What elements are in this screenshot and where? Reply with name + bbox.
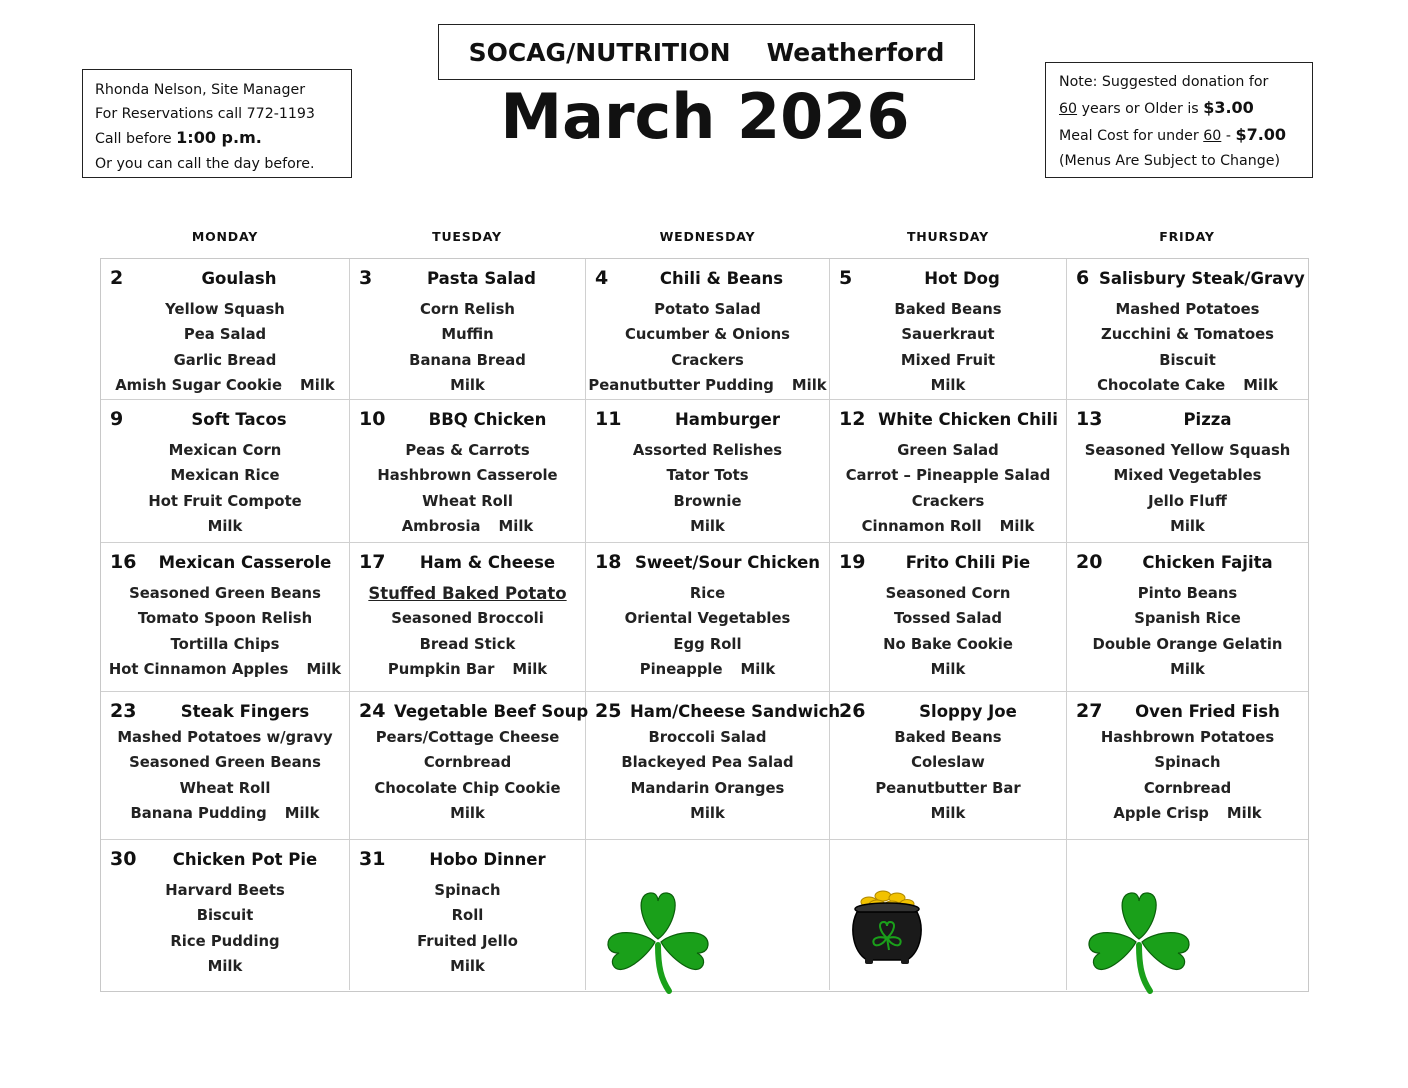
menu-item: Biscuit bbox=[196, 907, 254, 925]
menu-item: Tossed Salad bbox=[894, 610, 1002, 628]
menu-item: Seasoned Green Beans bbox=[129, 754, 321, 772]
milk-item: Milk bbox=[1243, 376, 1278, 394]
menu-item: No Bake Cookie bbox=[883, 635, 1013, 653]
menu-item: Seasoned Broccoli bbox=[391, 610, 544, 628]
menu-item: Ambrosia bbox=[401, 517, 481, 535]
menu-item-last-line bbox=[1067, 657, 1308, 682]
entree-name: Sweet/Sour Chicken bbox=[634, 553, 821, 572]
menu-items bbox=[1067, 725, 1308, 826]
menu-items bbox=[1067, 581, 1308, 682]
day-cell bbox=[101, 400, 350, 543]
note-age: 60 bbox=[1059, 101, 1078, 117]
milk-item: Milk bbox=[1170, 517, 1205, 535]
note-text: years or Older is bbox=[1077, 101, 1204, 117]
shamrock-icon bbox=[603, 887, 713, 997]
menu-items bbox=[586, 438, 829, 539]
day-cell bbox=[1067, 259, 1308, 400]
menu-item: Cinnamon Roll bbox=[861, 517, 982, 535]
menu-item: Green Salad bbox=[897, 442, 999, 459]
menu-item: Mashed Potatoes bbox=[1115, 301, 1260, 318]
day-number: 4 bbox=[595, 267, 609, 289]
milk-item: Milk bbox=[450, 804, 485, 822]
entree-name: Salisbury Steak/Gravy bbox=[1099, 269, 1305, 288]
day-number: 13 bbox=[1076, 408, 1103, 430]
menu-item: Amish Sugar Cookie bbox=[115, 376, 283, 394]
day-cell bbox=[101, 543, 350, 692]
entree-name: Hamburger bbox=[675, 410, 780, 429]
menu-item: Peanutbutter Pudding bbox=[588, 376, 774, 394]
menu-item-last-line bbox=[101, 801, 349, 826]
menu-items bbox=[586, 297, 829, 398]
day-cell bbox=[101, 692, 350, 840]
menu-items bbox=[586, 581, 829, 682]
milk-item: Milk bbox=[498, 517, 534, 535]
day-number: 23 bbox=[110, 700, 137, 722]
menu-item: Spinach bbox=[1154, 754, 1221, 772]
day-cell bbox=[586, 259, 830, 400]
menu-item-last-line bbox=[586, 657, 829, 682]
menu-item-last-line bbox=[350, 657, 585, 682]
entree-name: Goulash bbox=[201, 269, 277, 288]
menu-item: Broccoli Salad bbox=[648, 729, 767, 746]
menu-items bbox=[101, 297, 349, 398]
menu-item: Brownie bbox=[673, 492, 742, 510]
day-cell bbox=[1067, 692, 1308, 840]
day-header-wednesday: WEDNESDAY bbox=[659, 229, 756, 244]
suggested-donation: $3.00 bbox=[1203, 98, 1254, 117]
menu-item: Jello Fluff bbox=[1148, 492, 1227, 510]
day-number: 12 bbox=[839, 408, 866, 430]
menu-item: Carrot – Pineapple Salad bbox=[845, 467, 1051, 485]
entree-name: White Chicken Chili bbox=[878, 410, 1058, 429]
call-before-time: 1:00 p.m. bbox=[176, 128, 262, 148]
entree-name: Hot Dog bbox=[924, 269, 1000, 288]
menu-item: Harvard Beets bbox=[165, 882, 285, 899]
weekday-headers bbox=[101, 229, 1308, 247]
milk-item: Milk bbox=[740, 660, 776, 678]
milk-item: Milk bbox=[300, 376, 335, 394]
menu-item: Zucchini & Tomatoes bbox=[1100, 326, 1274, 344]
milk-item: Milk bbox=[207, 517, 243, 535]
menu-item-last-line bbox=[350, 373, 585, 398]
day-number: 18 bbox=[595, 551, 622, 573]
menu-item: Seasoned Green Beans bbox=[129, 585, 321, 602]
menu-item: Stuffed Baked Potato bbox=[368, 584, 567, 603]
note-line-2 bbox=[1059, 95, 1299, 122]
menu-item-last-line bbox=[586, 801, 829, 826]
menu-item: Corn Relish bbox=[420, 301, 515, 318]
entree-name: Vegetable Beef Soup bbox=[394, 702, 589, 721]
day-cell bbox=[830, 543, 1067, 692]
day-number: 20 bbox=[1076, 551, 1103, 573]
milk-item: Milk bbox=[930, 376, 966, 394]
milk-item: Milk bbox=[1226, 804, 1262, 822]
menu-items bbox=[101, 878, 349, 979]
day-number: 24 bbox=[359, 700, 386, 722]
menu-item: Seasoned Corn bbox=[885, 585, 1011, 602]
menu-item: Bread Stick bbox=[419, 635, 516, 653]
location-name: Weatherford bbox=[766, 37, 945, 67]
menu-item-last-line bbox=[350, 801, 585, 826]
menu-item: Rice Pudding bbox=[170, 932, 280, 950]
menu-items bbox=[350, 297, 585, 398]
menu-items bbox=[101, 438, 349, 539]
day-cell bbox=[1067, 400, 1308, 543]
entree-name: Mexican Casserole bbox=[158, 553, 332, 572]
menu-items bbox=[101, 581, 349, 682]
menu-items bbox=[830, 297, 1066, 398]
menu-item-last-line bbox=[350, 514, 585, 539]
menu-items bbox=[586, 725, 829, 826]
day-number: 30 bbox=[110, 848, 137, 870]
menu-item: Crackers bbox=[671, 351, 744, 369]
menu-item-last-line bbox=[586, 514, 829, 539]
milk-item: Milk bbox=[1170, 660, 1205, 678]
shamrock-icon bbox=[1084, 887, 1194, 997]
day-number: 2 bbox=[110, 267, 124, 289]
milk-item: Milk bbox=[791, 376, 827, 394]
entree-name: Oven Fried Fish bbox=[1135, 702, 1280, 721]
menu-items bbox=[1067, 297, 1308, 398]
day-cell bbox=[830, 259, 1067, 400]
menu-item: Hot Cinnamon Apples bbox=[108, 660, 289, 678]
menu-item: Double Orange Gelatin bbox=[1092, 635, 1283, 653]
day-header-thursday: THURSDAY bbox=[906, 229, 990, 244]
menu-item: Chocolate Chip Cookie bbox=[374, 779, 561, 797]
menu-item: Wheat Roll bbox=[179, 779, 271, 797]
day-number: 19 bbox=[839, 551, 866, 573]
menu-items bbox=[350, 725, 585, 826]
entree-name: Ham/Cheese Sandwich bbox=[630, 702, 841, 721]
menu-item: Baked Beans bbox=[894, 729, 1002, 746]
menu-item: Peanutbutter Bar bbox=[875, 779, 1021, 797]
manager-info-box bbox=[82, 69, 352, 178]
pot-of-gold-icon bbox=[847, 888, 927, 968]
day-number: 11 bbox=[595, 408, 622, 430]
menu-item: Seasoned Yellow Squash bbox=[1084, 442, 1291, 459]
menu-items bbox=[1067, 438, 1308, 539]
menu-item-last-line bbox=[830, 514, 1066, 539]
entree-name: BBQ Chicken bbox=[428, 410, 547, 429]
milk-item: Milk bbox=[930, 660, 966, 678]
menu-item-last-line bbox=[101, 954, 349, 979]
menu-items bbox=[101, 725, 349, 826]
menu-item: Peas & Carrots bbox=[405, 442, 530, 459]
menu-item: Potato Salad bbox=[654, 301, 761, 318]
entree-name: Frito Chili Pie bbox=[905, 553, 1031, 572]
menu-item: Mexican Corn bbox=[168, 442, 282, 459]
manager-name: Rhonda Nelson, Site Manager bbox=[95, 82, 306, 98]
day-number: 9 bbox=[110, 408, 124, 430]
meal-cost-age: 60 bbox=[1203, 128, 1222, 144]
menu-item: Baked Beans bbox=[894, 301, 1002, 318]
menu-item: Oriental Vegetables bbox=[624, 610, 791, 628]
milk-item: Milk bbox=[284, 804, 320, 822]
milk-item: Milk bbox=[450, 957, 485, 975]
entree-name: Sloppy Joe bbox=[919, 702, 1017, 721]
menu-item: Coleslaw bbox=[911, 754, 985, 772]
menu-item: Cornbread bbox=[1143, 779, 1232, 797]
menu-item: Mixed Vegetables bbox=[1113, 467, 1262, 485]
call-day-before: Or you can call the day before. bbox=[95, 155, 315, 172]
milk-item: Milk bbox=[512, 660, 548, 678]
menu-items bbox=[350, 878, 585, 979]
day-cell bbox=[350, 543, 586, 692]
menu-item: Cornbread bbox=[423, 754, 512, 772]
day-cell bbox=[350, 400, 586, 543]
menu-items bbox=[350, 438, 585, 539]
day-header-friday: FRIDAY bbox=[1159, 229, 1215, 244]
menu-item: Pears/Cottage Cheese bbox=[375, 729, 560, 746]
day-cell bbox=[101, 840, 350, 990]
menu-item: Blackeyed Pea Salad bbox=[621, 754, 794, 772]
day-cell bbox=[101, 259, 350, 400]
milk-item: Milk bbox=[207, 957, 243, 975]
meal-cost-label: Meal Cost for under bbox=[1059, 128, 1204, 144]
menu-item: Fruited Jello bbox=[417, 932, 518, 950]
entree-name: Pizza bbox=[1183, 410, 1232, 429]
call-before-label: Call before bbox=[95, 131, 177, 148]
menu-item-last-line bbox=[101, 373, 349, 398]
menu-item: Mixed Fruit bbox=[900, 351, 996, 369]
day-cell bbox=[830, 692, 1067, 840]
milk-item: Milk bbox=[690, 804, 725, 822]
day-number: 3 bbox=[359, 267, 373, 289]
menu-item-last-line bbox=[586, 373, 829, 398]
menu-item: Biscuit bbox=[1159, 351, 1216, 369]
entree-name: Chicken Pot Pie bbox=[172, 850, 318, 869]
menu-item: Hashbrown Casserole bbox=[377, 467, 558, 485]
org-name: SOCAG/NUTRITION bbox=[468, 37, 731, 67]
reservation-phone: For Reservations call 772-1193 bbox=[95, 106, 315, 123]
menu-item-last-line bbox=[101, 514, 349, 539]
menu-item-last-line bbox=[830, 373, 1066, 398]
menu-item: Rice bbox=[689, 585, 726, 602]
menu-item: Mandarin Oranges bbox=[630, 779, 785, 797]
menu-item: Banana Pudding bbox=[130, 804, 267, 822]
menu-item: Hashbrown Potatoes bbox=[1100, 729, 1275, 746]
day-header-monday: MONDAY bbox=[191, 229, 259, 244]
day-cell bbox=[586, 543, 830, 692]
entree-name: Hobo Dinner bbox=[429, 850, 546, 869]
day-header-tuesday: TUESDAY bbox=[432, 229, 502, 244]
day-number: 10 bbox=[359, 408, 386, 430]
menu-items bbox=[830, 438, 1066, 539]
day-number: 16 bbox=[110, 551, 137, 573]
menu-item-last-line bbox=[1067, 801, 1308, 826]
menu-item: Spanish Rice bbox=[1134, 610, 1241, 628]
menu-item: Tortilla Chips bbox=[170, 635, 280, 653]
menu-item: Pea Salad bbox=[183, 326, 267, 344]
entree-name: Soft Tacos bbox=[191, 410, 287, 429]
menu-item: Wheat Roll bbox=[422, 492, 513, 510]
menu-item-last-line bbox=[1067, 514, 1308, 539]
day-cell bbox=[350, 692, 589, 840]
menu-item-last-line bbox=[350, 954, 585, 979]
entree-name: Pasta Salad bbox=[427, 269, 536, 288]
milk-item: Milk bbox=[999, 517, 1035, 535]
menu-item: Apple Crisp bbox=[1113, 804, 1209, 822]
day-number: 17 bbox=[359, 551, 386, 573]
menu-item: Egg Roll bbox=[673, 635, 742, 653]
menu-item: Pinto Beans bbox=[1137, 585, 1238, 602]
menu-item: Mashed Potatoes w/gravy bbox=[117, 729, 333, 746]
menu-item: Muffin bbox=[441, 326, 494, 344]
menu-item-last-line bbox=[830, 657, 1066, 682]
menu-item: Pumpkin Bar bbox=[387, 660, 495, 678]
menu-item: Cucumber & Onions bbox=[625, 326, 790, 344]
day-number: 5 bbox=[839, 267, 853, 289]
menu-item: Mexican Rice bbox=[170, 467, 280, 485]
milk-item: Milk bbox=[930, 804, 966, 822]
day-cell bbox=[350, 259, 586, 400]
menu-item: Assorted Relishes bbox=[632, 442, 783, 459]
menu-item: Sauerkraut bbox=[901, 326, 995, 344]
call-before bbox=[95, 126, 339, 151]
day-number: 31 bbox=[359, 848, 386, 870]
menu-item: Pineapple bbox=[639, 660, 723, 678]
day-number: 27 bbox=[1076, 700, 1103, 722]
entree-name: Chicken Fajita bbox=[1142, 553, 1273, 572]
menu-calendar-grid bbox=[100, 258, 1309, 992]
entree-name: Steak Fingers bbox=[180, 702, 310, 721]
day-cell bbox=[586, 400, 830, 543]
menu-items bbox=[350, 581, 585, 682]
menu-item: Banana Bread bbox=[409, 351, 526, 369]
meal-cost-dash: - bbox=[1221, 128, 1236, 144]
note-line-3 bbox=[1059, 122, 1299, 149]
menu-item: Spinach bbox=[434, 882, 501, 899]
page-title: March 2026 bbox=[500, 80, 910, 153]
entree-name: Chili & Beans bbox=[659, 269, 784, 288]
meal-cost-price: $7.00 bbox=[1235, 125, 1287, 144]
day-cell bbox=[830, 400, 1067, 543]
milk-item: Milk bbox=[306, 660, 342, 678]
menu-item: Chocolate Cake bbox=[1097, 376, 1226, 394]
menu-item: Tator Tots bbox=[666, 467, 749, 485]
menu-item-last-line bbox=[830, 801, 1066, 826]
day-number: 6 bbox=[1076, 267, 1090, 289]
menu-item: Hot Fruit Compote bbox=[148, 492, 302, 510]
org-banner bbox=[438, 24, 975, 80]
entree-name: Ham & Cheese bbox=[419, 553, 556, 572]
donation-note-box bbox=[1045, 62, 1313, 178]
menu-item: Garlic Bread bbox=[173, 351, 277, 369]
day-number: 26 bbox=[839, 700, 866, 722]
day-cell bbox=[586, 692, 841, 840]
menu-items bbox=[830, 725, 1066, 826]
menu-item-last-line bbox=[101, 657, 349, 682]
note-line-1: Note: Suggested donation for bbox=[1059, 74, 1269, 90]
milk-item: Milk bbox=[450, 376, 485, 394]
day-number: 25 bbox=[595, 700, 622, 722]
menu-item: Yellow Squash bbox=[165, 301, 285, 318]
menu-item: Roll bbox=[451, 907, 484, 925]
menu-items bbox=[830, 581, 1066, 682]
day-cell bbox=[350, 840, 586, 990]
menu-item: Crackers bbox=[911, 492, 985, 510]
note-line-4: (Menus Are Subject to Change) bbox=[1059, 153, 1281, 169]
menu-item: Tomato Spoon Relish bbox=[137, 610, 313, 628]
menu-item-last-line bbox=[1067, 373, 1308, 398]
day-cell bbox=[1067, 543, 1308, 692]
milk-item: Milk bbox=[690, 517, 725, 535]
